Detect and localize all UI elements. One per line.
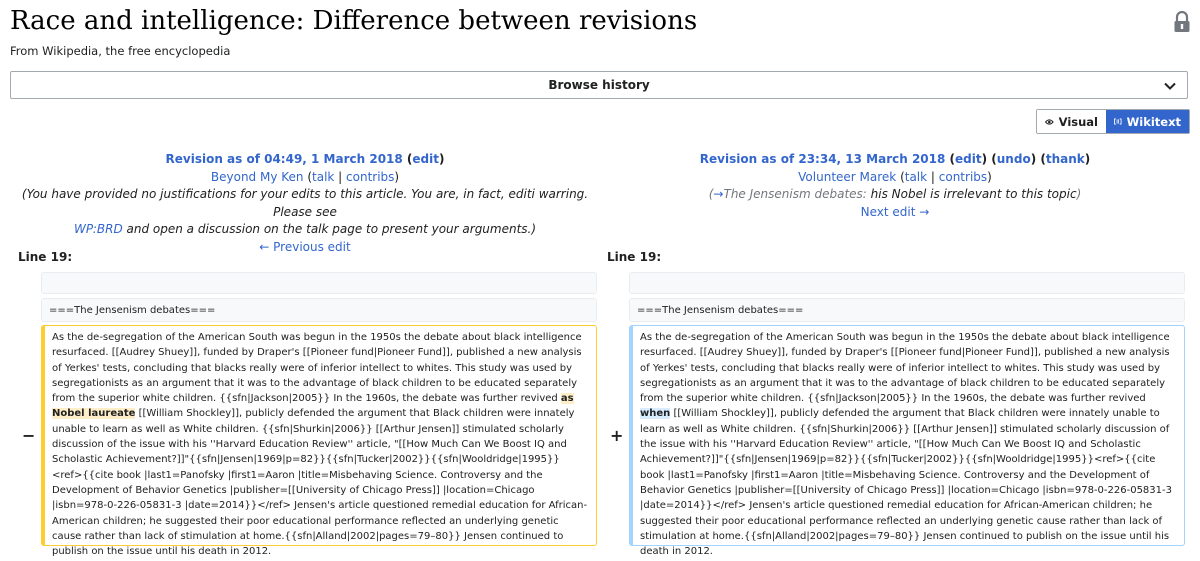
left-edit-link[interactable]: edit <box>412 152 439 166</box>
context-empty-left <box>41 272 597 294</box>
added-line-marker: + <box>610 426 624 445</box>
page-subtitle: From Wikipedia, the free encyclopedia <box>10 44 231 58</box>
lock-icon[interactable] <box>1173 11 1191 33</box>
right-user-link[interactable]: Volunteer Marek <box>798 169 897 184</box>
summary-section-name: The Jensenism debates: <box>723 187 867 201</box>
context-section-left: ===The Jensenism debates=== <box>41 298 597 322</box>
editor-mode-toggle <box>1036 109 1190 134</box>
wikitext-brackets-icon <box>1114 115 1122 128</box>
added-word-highlight: when <box>640 408 671 420</box>
visual-mode-button[interactable] <box>1037 110 1106 133</box>
left-user-link[interactable]: Beyond My Ken <box>210 169 304 184</box>
deleted-line-marker: − <box>22 426 36 445</box>
right-contribs-link[interactable]: contribs <box>938 169 988 184</box>
context-empty-right <box>629 272 1185 294</box>
chevron-down-icon <box>1163 79 1177 93</box>
deleted-word-highlight: as Nobel laureate <box>52 393 574 420</box>
left-edit-summary: (You have provided no justifications for your edits to this article. You are, in fact, editi warring. Please see <box>21 187 589 219</box>
page-title: Race and intelligence: Difference between revisions <box>10 6 698 36</box>
left-line-number: Line 19: <box>18 250 73 264</box>
right-edit-summary: his Nobel is irrelevant to this topic <box>866 187 1077 201</box>
next-edit-link[interactable]: Next edit → <box>860 204 930 219</box>
section-arrow-link[interactable]: → <box>713 187 724 201</box>
deleted-paragraph <box>41 325 597 558</box>
left-talk-link[interactable]: talk <box>312 169 335 184</box>
right-revision-link[interactable]: Revision as of 23:34, 13 March 2018 <box>699 152 946 166</box>
wikitext-mode-button[interactable] <box>1106 110 1189 133</box>
thank-link[interactable]: thank <box>1045 152 1085 166</box>
browse-history-toggle[interactable] <box>10 71 1188 99</box>
left-contribs-link[interactable]: contribs <box>346 169 395 184</box>
eye-icon <box>1045 116 1054 128</box>
left-revision-link[interactable]: Revision as of 04:49, 1 March 2018 <box>165 152 403 166</box>
visual-mode-label: Visual <box>1058 114 1098 129</box>
wikitext-mode-label: Wikitext <box>1126 114 1181 129</box>
deleted-text-after: [[William Shockley]], publicly defended the argument that Black children were innately unable to learn as well as White children. {{sfn|Shurkin|2006}} [[Arthur Jensen]] stimulated scholarly discussion of the issue with his ''Harvard Education Review'' article, "[[How Much Can We Boost IQ and Scholastic Achievement?]]"{{sfn|Jensen|1969|p=82}}{{sfn|Tucker|2002}}{{sfn|Wooldridge|1995}}<ref>{{cite book |last1=Panofsky |first1=Aaron |title=Misbehaving Science. Controversy and the Development of Behavior Genetics |publisher=[[University of Chicago Press]] |location=Chicago |isbn=978-0-226-05831-3 |date=2014}}</ref> Jensen's article questioned remedial education for African-American children; he suggested their poor educational performance reflected an underlying genetic cause rather than lack of stimulation at home.{{sfn|Alland|2002|pages=79–80}} Jensen continued to publish on the issue until his death in 2012. <box>52 408 588 558</box>
previous-edit-link[interactable]: ← Previous edit <box>259 239 351 254</box>
undo-link[interactable]: undo <box>996 152 1031 166</box>
added-paragraph <box>629 325 1185 558</box>
right-talk-link[interactable]: talk <box>904 169 928 184</box>
added-text-after: [[William Shockley]], publicly defended the argument that Black children were innately unable to learn as well as White children. {{sfn|Shurkin|2006}} [[Arthur Jensen]] stimulated scholarly discussion of the issue with his ''Harvard Education Review'' article, "[[How Much Can We Boost IQ and Scholastic Achievement?]]"{{sfn|Jensen|1969|p=82}}{{sfn|Tucker|2002}}{{sfn|Wooldridge|1995}}<ref>{{cite book |last1=Panofsky |first1=Aaron |title=Misbehaving Science. Controversy and the Development of Behavior Genetics |publisher=[[University of Chicago Press]] |location=Chicago |isbn=978-0-226-05831-3 |date=2014}}</ref> Jensen's article questioned remedial education for African-American children; he suggested their poor educational performance reflected an underlying genetic cause rather than lack of stimulation at home.{{sfn|Alland|2002|pages=79–80}} Jensen continued to publish on the issue until his death in 2012. <box>640 408 1172 558</box>
right-revision-header: Revision as of 23:34, 13 March 2018 (edit) (undo) (thank) Volunteer Marek (talk | contribs) (→The Jensenism debates: his Nobel is irrelevant to this topic) Next edit → <box>699 152 1091 219</box>
deleted-text-before: As the de-segregation of the American South was begun in the 1950s the debate about black intelligence resurfaced. [[Audrey Shuey]], funded by Draper's [[Pioneer fund|Pioneer Fund]], published a new analysis of Yerkes' tests, concluding that blacks really were of inferior intellect to whites. This study was used by segregationists as an argument that it was to the advantage of black children to be educated separately from the superior white children. {{sfn|Jackson|2005}} In the 1960s, the debate was further revived <box>52 332 582 405</box>
left-revision-header: Revision as of 04:49, 1 March 2018 (edit) Beyond My Ken (talk | contribs) (You have provided no justifications for your edits to this article. You are, in fact, editi warring. Please see WP:BRD and open a discussion on the talk page to present your arguments.) ← Previous edit <box>21 152 589 254</box>
browse-history-label: Browse history <box>548 78 650 92</box>
right-edit-link[interactable]: edit <box>955 152 982 166</box>
wp-brd-link[interactable]: WP:BRD <box>73 222 123 236</box>
added-text-before: As the de-segregation of the American South was begun in the 1950s the debate about black intelligence resurfaced. [[Audrey Shuey]], funded by Draper's [[Pioneer fund|Pioneer Fund]], published a new analysis of Yerkes' tests, concluding that blacks really were of inferior intellect to whites. This study was used by segregationists as an argument that it was to the advantage of black children to be educated separately from the superior white children. {{sfn|Jackson|2005}} In the 1960s, the debate was further revived <box>640 332 1170 405</box>
left-edit-summary-cont: and open a discussion on the talk page to present your arguments.) <box>122 222 537 236</box>
context-section-right: ===The Jensenism debates=== <box>629 298 1185 322</box>
right-line-number: Line 19: <box>607 250 662 264</box>
